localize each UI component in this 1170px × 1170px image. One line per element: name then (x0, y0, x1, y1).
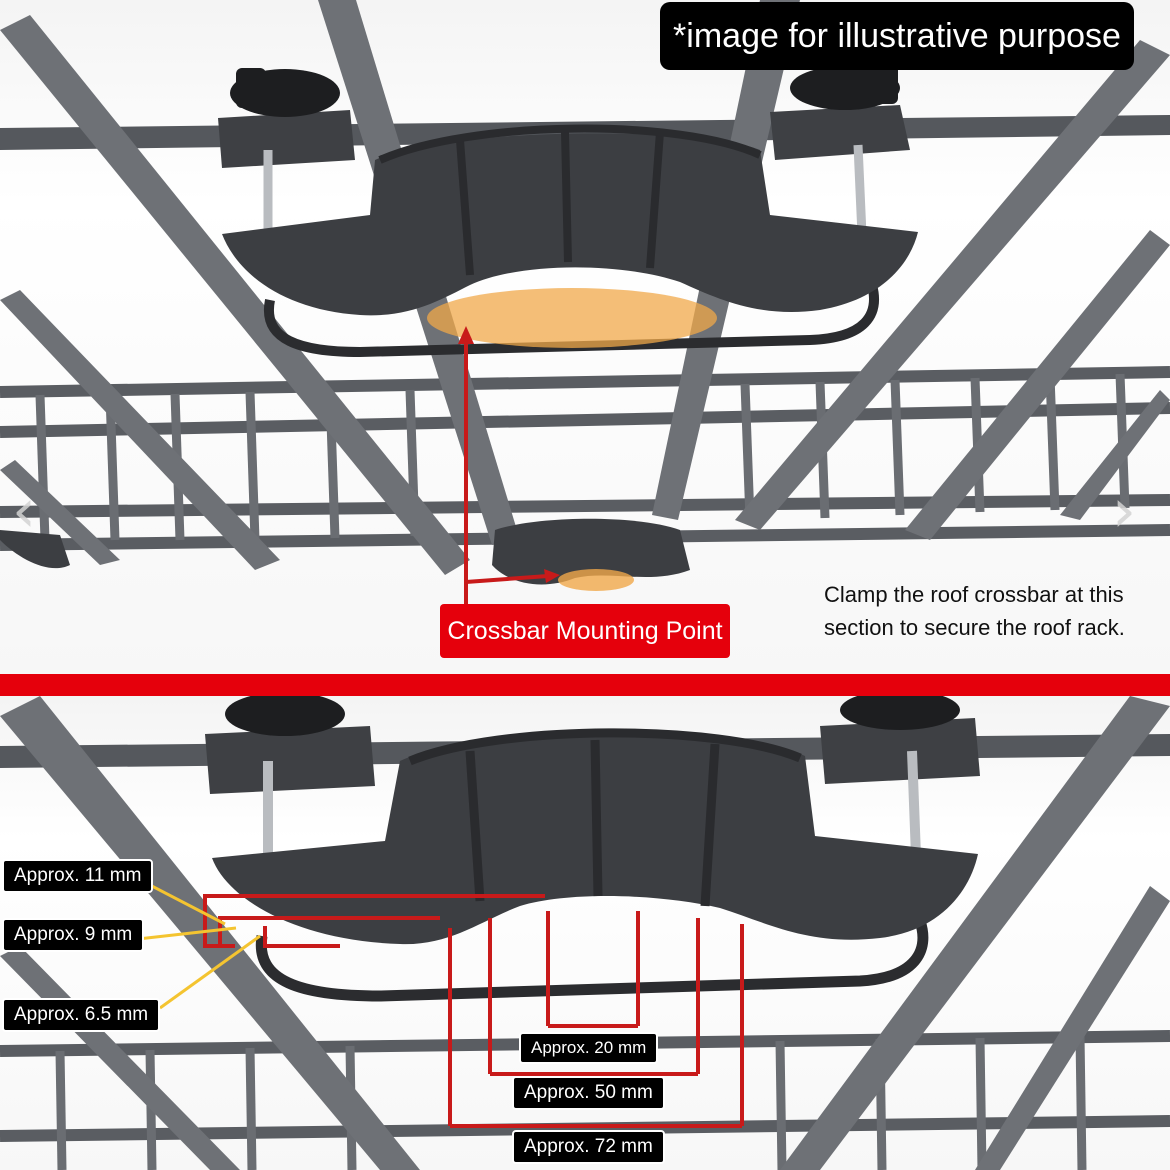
dimension-label-9mm: Approx. 9 mm (2, 918, 144, 952)
chevron-left-icon[interactable]: ‹ (12, 476, 36, 546)
dimension-label-11mm: Approx. 11 mm (2, 859, 153, 893)
dimension-label-20mm: Approx. 20 mm (519, 1032, 658, 1064)
instruction-note: Clamp the roof crossbar at this section to secure the roof rack. (824, 582, 1125, 640)
section-divider (0, 674, 1170, 696)
disclaimer-banner: *image for illustrative purpose (660, 2, 1134, 70)
dimension-label-50mm: Approx. 50 mm (512, 1076, 665, 1110)
bottom-photo-panel (0, 696, 1170, 1170)
distant-highlight (558, 569, 634, 591)
dimension-label-72mm: Approx. 72 mm (512, 1130, 665, 1164)
knob-icons (230, 64, 900, 117)
chevron-right-icon[interactable]: › (1112, 476, 1136, 546)
mounting-point-label: Crossbar Mounting Point (440, 604, 730, 658)
dimension-label-6-5mm: Approx. 6.5 mm (2, 998, 160, 1032)
